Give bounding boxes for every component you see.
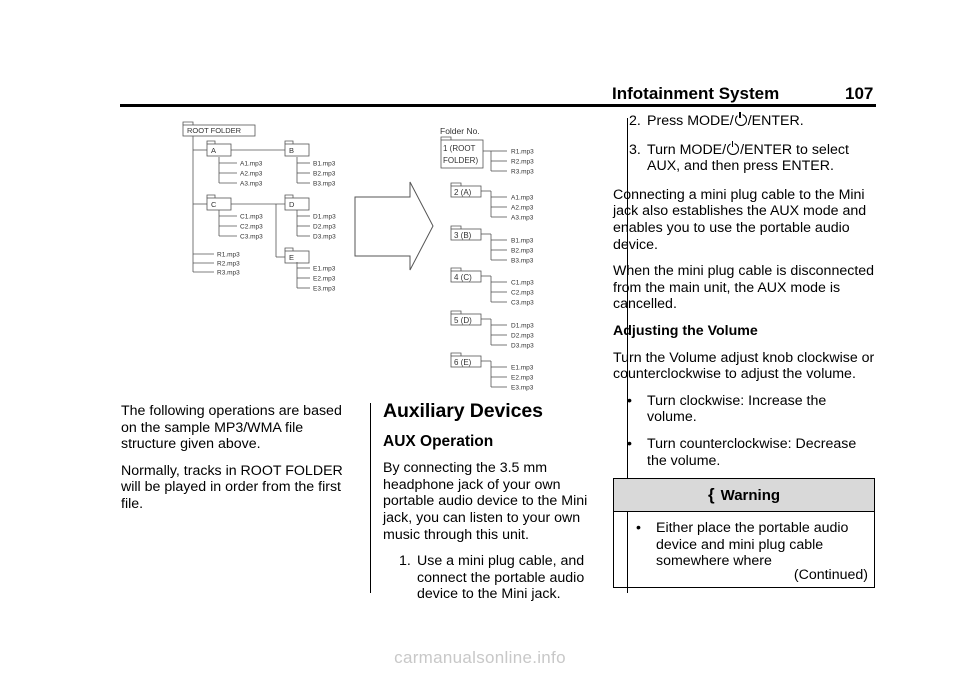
bullet-text: Turn counterclockwise: Decrease the volume. <box>647 435 857 469</box>
power-icon <box>735 114 747 126</box>
root-folder-box-label: ROOT FOLDER <box>187 126 242 135</box>
folder-tab-icon <box>207 141 215 144</box>
page-number: 107 <box>845 84 874 103</box>
step-text: Use a mini plug cable, and connect the portable audio device to the Mini jack. <box>417 553 585 603</box>
folder-b-box-label: B <box>289 146 295 155</box>
warning-header <box>614 479 874 512</box>
file-label: A2.mp3 <box>511 204 534 212</box>
folder-no-heading: Folder No. <box>440 126 480 136</box>
column-divider-1 <box>370 403 371 593</box>
heading-auxiliary-devices: Auxiliary Devices <box>383 400 543 422</box>
file-label: D3.mp3 <box>313 233 336 241</box>
folder-label-3: 3 (B) <box>454 231 472 240</box>
column-1 <box>121 403 359 523</box>
warning-bullet-text: Either place the portable audio device and mini plug cable somewhere where <box>656 520 849 570</box>
folder-d-box-label: D <box>289 200 295 209</box>
column-3 <box>613 113 875 479</box>
root-file-label: R3.mp3 <box>217 269 240 277</box>
folder-label-6: 6 (E) <box>454 358 472 367</box>
folder-label-4: 4 (C) <box>454 273 472 282</box>
step-number: 3. <box>629 141 641 158</box>
folder-tab-icon <box>183 122 193 125</box>
paragraph-volume-knob: Turn the Volume adjust knob clockwise or counterclockwise to adjust the volume. <box>613 349 875 383</box>
file-label: E3.mp3 <box>511 384 534 392</box>
bullet-decrease <box>613 436 875 469</box>
folder-e-box-label: E <box>289 253 295 262</box>
paragraph-root-folder-order: Normally, tracks in ROOT FOLDER will be played in order from the first file. <box>121 462 343 512</box>
folder-1-label-2: FOLDER) <box>443 156 479 165</box>
folder-c-box-label: C <box>211 200 217 209</box>
file-label: D2.mp3 <box>313 223 336 231</box>
file-label: A1.mp3 <box>511 194 534 202</box>
watermark: carmanualsonline.info <box>394 648 566 667</box>
file-label: E2.mp3 <box>313 275 336 283</box>
paragraph-mini-plug: Connecting a mini plug cable to the Mini jack also establishes the AUX mode and enables you to use the portable audio device. <box>613 186 867 253</box>
file-label: C2.mp3 <box>240 223 263 231</box>
root-file-label: R2.mp3 <box>217 260 240 268</box>
continued-label: (Continued) <box>793 567 868 583</box>
file-label: B2.mp3 <box>511 247 534 255</box>
step-text-post: /ENTER to select AUX, and then press ENTER. <box>647 141 849 175</box>
paragraph-sample-structure: The following operations are based on the sample MP3/WMA file structure given above. <box>121 403 342 453</box>
file-label: C3.mp3 <box>511 299 534 307</box>
folder-tab-icon <box>451 353 461 356</box>
file-label: E2.mp3 <box>511 374 534 382</box>
file-label: E1.mp3 <box>313 265 336 273</box>
folder-tab-icon <box>451 268 461 271</box>
file-label: D1.mp3 <box>313 213 336 221</box>
section-title: Infotainment System <box>612 84 780 103</box>
warning-box <box>613 478 875 588</box>
file-label: D3.mp3 <box>511 342 534 350</box>
file-label: E1.mp3 <box>511 364 534 372</box>
warning-title: Warning <box>720 486 781 504</box>
file-label: B3.mp3 <box>511 257 534 265</box>
folder-1-label-1: 1 (ROOT <box>443 144 476 153</box>
file-label: B3.mp3 <box>313 180 336 188</box>
left-folder-tree <box>183 122 336 293</box>
bullet-text: Turn clockwise: Increase the volume. <box>647 392 827 426</box>
file-label: C3.mp3 <box>240 233 263 241</box>
bullet-dot: • <box>636 520 641 536</box>
file-label: A1.mp3 <box>240 160 263 168</box>
folder-tab-icon <box>285 248 293 251</box>
step-1 <box>383 553 615 603</box>
warning-icon: { <box>707 485 715 504</box>
file-label: R2.mp3 <box>511 158 534 166</box>
file-label: C1.mp3 <box>511 279 534 287</box>
paragraph-disconnect: When the mini plug cable is disconnected from the main unit, the AUX mode is cancelled. <box>613 263 875 313</box>
step-text-post: /ENTER. <box>747 113 804 129</box>
step-2 <box>613 113 875 130</box>
heading-aux-operation: AUX Operation <box>383 432 494 450</box>
folder-a-box-label: A <box>211 146 217 155</box>
file-label: D1.mp3 <box>511 322 534 330</box>
step-3 <box>613 142 875 175</box>
file-label: B2.mp3 <box>313 170 336 178</box>
warning-body <box>614 512 874 570</box>
folder-label-5: 5 (D) <box>454 316 472 325</box>
file-label: B1.mp3 <box>511 237 534 245</box>
folder-tab-icon <box>207 195 215 198</box>
folder-tab-icon <box>451 311 461 314</box>
file-label: R3.mp3 <box>511 168 534 176</box>
file-label: C2.mp3 <box>511 289 534 297</box>
folder-tab-icon <box>285 141 293 144</box>
file-label: B1.mp3 <box>313 160 336 168</box>
file-label: R1.mp3 <box>511 148 534 156</box>
bullet-dot: • <box>627 392 632 409</box>
file-label: E3.mp3 <box>313 285 336 293</box>
root-file-label: R1.mp3 <box>217 251 240 259</box>
file-label: A3.mp3 <box>511 214 534 222</box>
heading-adjusting-volume: Adjusting the Volume <box>613 322 758 339</box>
bullet-dot: • <box>627 435 632 452</box>
folder-tab-icon <box>441 137 451 140</box>
folder-label-2: 2 (A) <box>454 188 472 197</box>
step-text-pre: Turn MODE/ <box>647 141 727 158</box>
right-folder-list <box>441 137 534 392</box>
folder-tab-icon <box>285 195 293 198</box>
folder-tab-icon <box>451 183 461 186</box>
bullet-increase <box>613 393 875 426</box>
step-number: 2. <box>629 113 641 129</box>
file-label: C1.mp3 <box>240 213 263 221</box>
file-label: A3.mp3 <box>240 180 263 188</box>
file-label: A2.mp3 <box>240 170 263 178</box>
warning-bullet <box>622 520 866 570</box>
file-label: D2.mp3 <box>511 332 534 340</box>
paragraph-aux-intro: By connecting the 3.5 mm headphone jack of your own portable audio device to the Mini jack, you can listen to your own music through this unit. <box>383 460 588 543</box>
column-2 <box>383 400 615 615</box>
folder-tab-icon <box>451 226 461 229</box>
arrow-icon <box>355 182 433 270</box>
step-text-pre: Press MODE/ <box>647 113 734 129</box>
step-number: 1. <box>399 553 411 570</box>
power-icon <box>727 143 739 155</box>
